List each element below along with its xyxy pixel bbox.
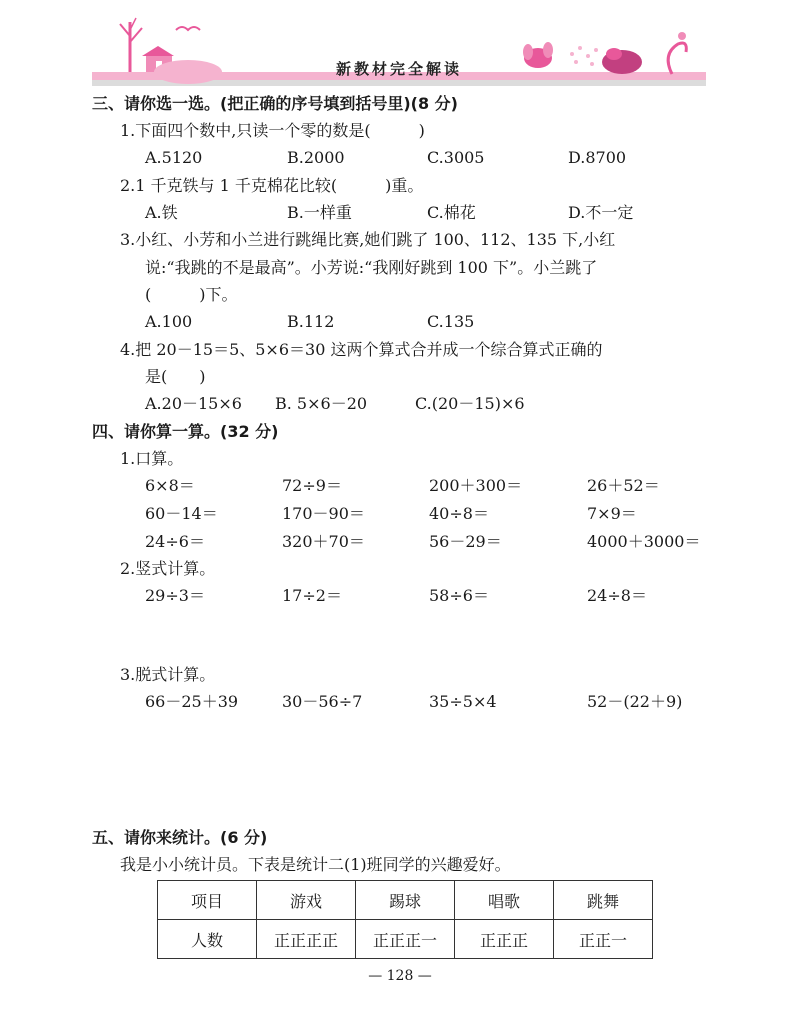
oral-item: 200＋300＝ — [429, 476, 523, 495]
oral-item: 170－90＝ — [282, 504, 365, 523]
q2-option-a: A.铁 — [145, 203, 178, 222]
q2-option-c: C.棉花 — [427, 203, 476, 222]
oral-item: 24÷6＝ — [145, 532, 205, 551]
vertical-item: 29÷3＝ — [145, 586, 205, 605]
q3-option-a: A.100 — [145, 312, 193, 331]
q3-line-3: ( )下。 — [145, 285, 238, 304]
oral-item: 7×9＝ — [587, 504, 637, 523]
table-header-cell: 踢球 — [356, 881, 455, 920]
q4-line-2: 是( ) — [145, 367, 206, 386]
q4-line-1: 4.把 20－15＝5、5×6＝30 这两个算式合并成一个综合算式正确的 — [120, 340, 603, 359]
q3-line-1: 3.小红、小芳和小兰进行跳绳比赛,她们跳了 100、112、135 下,小红 — [120, 230, 616, 249]
header-banner — [92, 14, 706, 90]
table-cell: 正正正一 — [356, 920, 455, 959]
q2-stem: 2.1 千克铁与 1 千克棉花比较( )重。 — [120, 176, 424, 195]
oral-item: 60－14＝ — [145, 504, 218, 523]
q4-option-c: C.(20－15)×6 — [415, 394, 525, 413]
bird-icon — [176, 27, 200, 30]
q1-option-b: B.2000 — [287, 148, 345, 167]
page-number: — 128 — — [368, 968, 432, 984]
q1-option-d: D.8700 — [568, 148, 627, 167]
stepwise-item: 30－56÷7 — [282, 692, 363, 711]
q4-option-b: B. 5×6－20 — [275, 394, 368, 413]
oral-item: 320＋70＝ — [282, 532, 365, 551]
table-header-cell: 跳舞 — [554, 881, 653, 920]
section-5-intro: 我是小小统计员。下表是统计二(1)班同学的兴趣爱好。 — [120, 855, 511, 874]
vertical-item: 58÷6＝ — [429, 586, 489, 605]
q4-option-a: A.20－15×6 — [145, 394, 242, 413]
vertical-item: 17÷2＝ — [282, 586, 342, 605]
q3-line-2: 说:“我跳的不是最高”。小芳说:“我刚好跳到 100 下”。小兰跳了 — [145, 258, 598, 277]
oral-item: 72÷9＝ — [282, 476, 342, 495]
section-4-title: 四、请你算一算。(32 分) — [92, 422, 279, 441]
q1-option-c: C.3005 — [427, 148, 485, 167]
oral-item: 26＋52＝ — [587, 476, 660, 495]
table-row — [158, 920, 653, 959]
q3-option-b: B.112 — [287, 312, 335, 331]
section-3-title: 三、请你选一选。(把正确的序号填到括号里)(8 分) — [92, 94, 458, 113]
part-3-label: 3.脱式计算。 — [120, 665, 216, 684]
section-5-title: 五、请你来统计。(6 分) — [92, 828, 268, 847]
oral-item: 56－29＝ — [429, 532, 502, 551]
table-row — [158, 881, 653, 920]
oral-item: 40÷8＝ — [429, 504, 489, 523]
q2-option-d: D.不一定 — [568, 203, 634, 222]
part-1-label: 1.口算。 — [120, 449, 184, 468]
stepwise-item: 35÷5×4 — [429, 692, 497, 711]
hobby-table — [157, 880, 653, 959]
q1-option-a: A.5120 — [145, 148, 203, 167]
oral-item: 4000＋3000＝ — [587, 532, 701, 551]
table-cell: 人数 — [158, 920, 257, 959]
table-header-cell: 项目 — [158, 881, 257, 920]
table-header-cell: 唱歌 — [455, 881, 554, 920]
table-header-cell: 游戏 — [257, 881, 356, 920]
table-cell: 正正一 — [554, 920, 653, 959]
part-2-label: 2.竖式计算。 — [120, 559, 216, 578]
oral-item: 6×8＝ — [145, 476, 195, 495]
table-cell: 正正正 — [455, 920, 554, 959]
header-title: 新教材完全解读 — [335, 60, 462, 78]
q1-stem: 1.下面四个数中,只读一个零的数是( ) — [120, 121, 425, 140]
stepwise-item: 52－(22＋9) — [587, 692, 683, 711]
q3-option-c: C.135 — [427, 312, 475, 331]
vertical-item: 24÷8＝ — [587, 586, 647, 605]
table-cell: 正正正正 — [257, 920, 356, 959]
q2-option-b: B.一样重 — [287, 203, 352, 222]
stepwise-item: 66－25＋39 — [145, 692, 239, 711]
